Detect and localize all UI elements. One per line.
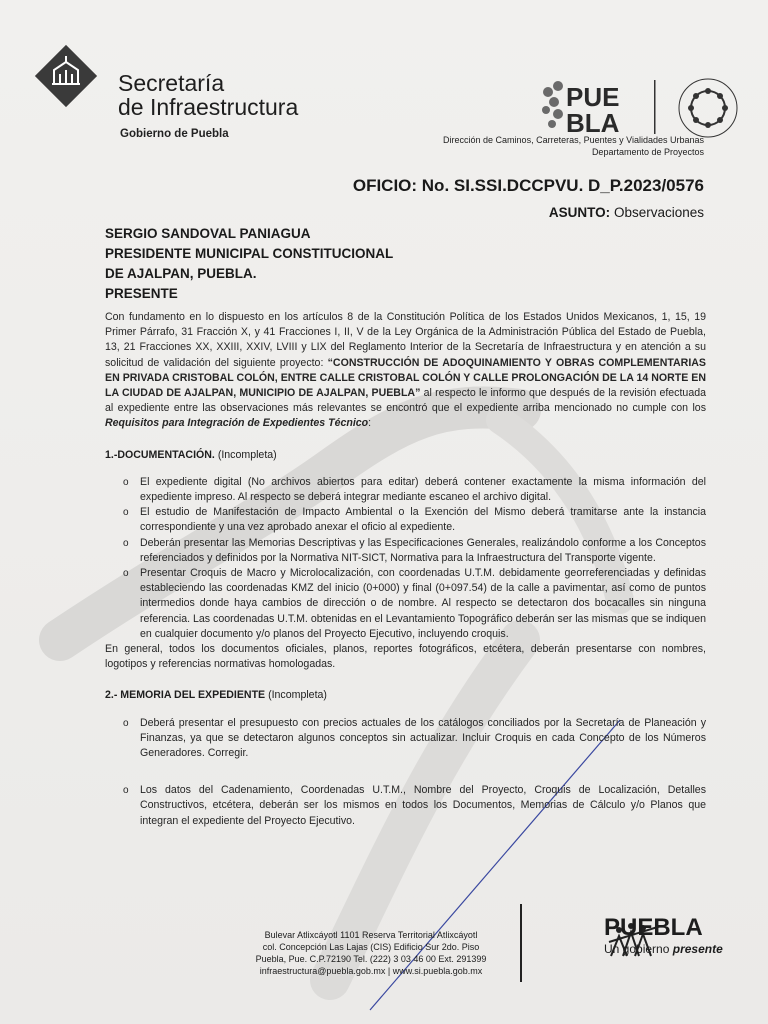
slogan-prefix: Un gobierno <box>604 942 670 956</box>
bullet-icon: o <box>123 507 129 519</box>
slogan-emphasis: presente <box>672 942 723 956</box>
intro-text-3: : <box>368 417 372 430</box>
section2-heading <box>105 688 706 703</box>
list-item <box>105 505 706 535</box>
recipient-presente: PRESENTE <box>105 286 178 301</box>
circular-seal-icon <box>676 76 740 140</box>
project-name: “CONSTRUCCIÓN DE ADOQUINAMIENTO Y OBRAS COMPLEMENTARIAS EN PRIVADA CRISTOBAL COLÓN, ENTRE CALLE CRISTOBAL COLÓN Y CALLE PROLONGACIÓN DE LA 14 NORTE EN LA CIUDAD DE AJALPAN, MUNICIPIO DE AJALPAN, PUEBLA” <box>105 356 706 400</box>
oficio-number: OFICIO: No. SI.SSI.DCCPVU. D_P.2023/0576 <box>352 176 704 195</box>
section2-title: 2.- MEMORIA DEL EXPEDIENTE <box>105 689 266 702</box>
list-item-text: Los datos del Cadenamiento, Coordenadas U.T.M., Nombre del Proyecto, Croquis de Localización, Detalles Constructivos, etcétera, deberán ser los mismos en todos los Documentos, Memorias de Cálculo y/o Planos que integran el expediente del Proyecto Ejecutivo. <box>140 784 706 827</box>
recipient-place: DE AJALPAN, PUEBLA. <box>105 266 257 281</box>
direccion-text: Dirección de Caminos, Carreteras, Puentes y Vialidades Urbanas <box>443 135 704 145</box>
recipient-block <box>105 224 393 304</box>
intro-text-1: Con fundamento en lo dispuesto en los artículos 8 de la Constitución Política de los Estados Unidos Mexicanos, 1, 15, 19 Primer Párrafo, 31 Fracción X, y 41 Fracciones I, II, V de la Ley Orgánica de la Administración Pública del Estado de Puebla, 13, 21 Fracciones XX, XXIII, XXIV, LVIII y LIX del Reglamento Interior de la Secretaría de Infraestructura y en atención a su solicitud de validación del siguiente proyecto: <box>105 311 706 369</box>
list-item-text: Presentar Croquis de Macro y Microlocalización, con coordenadas U.T.M. debidamente georreferenciadas y definidas estableciendo las coordenadas KMZ del inicio (0+000) y final (0+097.54) de la calle a pavimentar, así como de puntos intermedios donde haya cambios de dirección o de nombre. Al respecto se detectaron dos bocacalles sin ninguna referencia. Las coordenadas U.T.M. obtenidas en el Levantamiento Topográfico deberán ser las mismas que se indiquen en cualquier documento y/o planos del Proyecto Ejecutivo, incluyendo croquis. <box>140 567 706 640</box>
list-item <box>105 475 706 505</box>
footer-brand: PUEBLA <box>604 914 703 941</box>
recipient-title: PRESIDENTE MUNICIPAL CONSTITUCIONAL <box>105 246 394 261</box>
footer-line4: infraestructura@puebla.gob.mx | www.si.puebla.gob.mx <box>259 966 483 976</box>
bullet-icon: o <box>123 717 129 729</box>
bullet-icon: o <box>123 537 129 549</box>
requisitos-reference: Requisitos para Integración de Expedientes Técnico <box>105 417 369 430</box>
secretaria-title-line2: de Infraestructura <box>118 94 299 120</box>
footer-slogan <box>604 942 723 956</box>
list-item-text: Deberán presentar las Memorias Descriptivas y las Especificaciones Generales, realizándolo conforme a los Conceptos referenciados y definidos por la Normativa NIT-SICT, Normativa para la Infraestructura del Transporte vigente. <box>140 536 706 564</box>
list-item-text: El expediente digital (No archivos abiertos para editar) deberá contener exactamente la misma información del expediente impreso. Al respecto se deberá integrar mediante escaneo el archivo digital. <box>140 475 706 504</box>
section1-closing: En general, todos los documentos oficiales, planos, reportes fotográficos, etcétera, deberán presentarse con nombres, logotipos y referencias normativas homologadas. <box>105 643 706 671</box>
gobierno-label: Gobierno de Puebla <box>120 128 229 140</box>
recipient-name: SERGIO SANDOVAL PANIAGUA <box>105 226 311 241</box>
footer-divider <box>520 904 522 982</box>
svg-text:PUE: PUE <box>566 82 620 112</box>
list-item-text: Deberá presentar el presupuesto con precios actuales de los catálogos conciliados por la Secretaría de Planeación y Finanzas, ya que se detectaron algunos conceptos sin actualizar. Incluir Croquis en cada Concepto de los Números Generadores. Corregir. <box>140 716 706 760</box>
section2-status: (Incompleta) <box>268 689 327 702</box>
footer-address <box>236 929 506 977</box>
section1-list <box>105 475 706 642</box>
bullet-icon: o <box>123 785 129 797</box>
intro-text-2: al respecto le informo que después de la revisión efectuada al expediente entre las observaciones más relevantes se encontró que el expediente arriba mencionado no cumple con los <box>105 387 706 415</box>
infrastructure-diamond-icon <box>30 40 102 112</box>
puebla-logo-icon <box>538 76 658 138</box>
footer-line2: col. Concepción Las Lajas (CIS) Edificio Sur 2do. Piso <box>262 942 480 952</box>
secretaria-title-line1: Secretaría <box>118 70 225 96</box>
departamento-text: Departamento de Proyectos <box>591 147 704 157</box>
asunto-label: ASUNTO: <box>548 205 611 220</box>
intro-paragraph <box>105 310 706 432</box>
section2-list <box>105 716 706 829</box>
list-item <box>105 716 706 762</box>
asunto-value: Observaciones <box>613 205 704 220</box>
list-item <box>105 783 706 829</box>
footer-line3: Puebla, Pue. C.P.72190 Tel. (222) 3 03 46 00 Ext. 291399 <box>255 954 487 964</box>
list-item <box>105 536 706 566</box>
bullet-icon: o <box>123 476 129 488</box>
footer-line1: Bulevar Atlixcáyotl 1101 Reserva Territorial Atlixcáyotl <box>264 930 478 940</box>
bullet-icon: o <box>123 568 129 580</box>
list-item-text: El estudio de Manifestación de Impacto Ambiental o la Exención del Mismo deberá tramitarse ante la instancia correspondiente y una vez aprobado anexar el oficio al expediente. <box>140 506 706 534</box>
list-item <box>105 566 706 642</box>
letter-body <box>105 310 706 829</box>
section1-heading <box>105 448 706 463</box>
asunto-line <box>549 205 704 220</box>
direction-block <box>344 134 704 158</box>
section1-status: (Incompleta) <box>217 448 277 461</box>
svg-text:BLA: BLA <box>566 108 620 138</box>
section1-title: 1.-DOCUMENTACIÓN. <box>105 448 215 461</box>
